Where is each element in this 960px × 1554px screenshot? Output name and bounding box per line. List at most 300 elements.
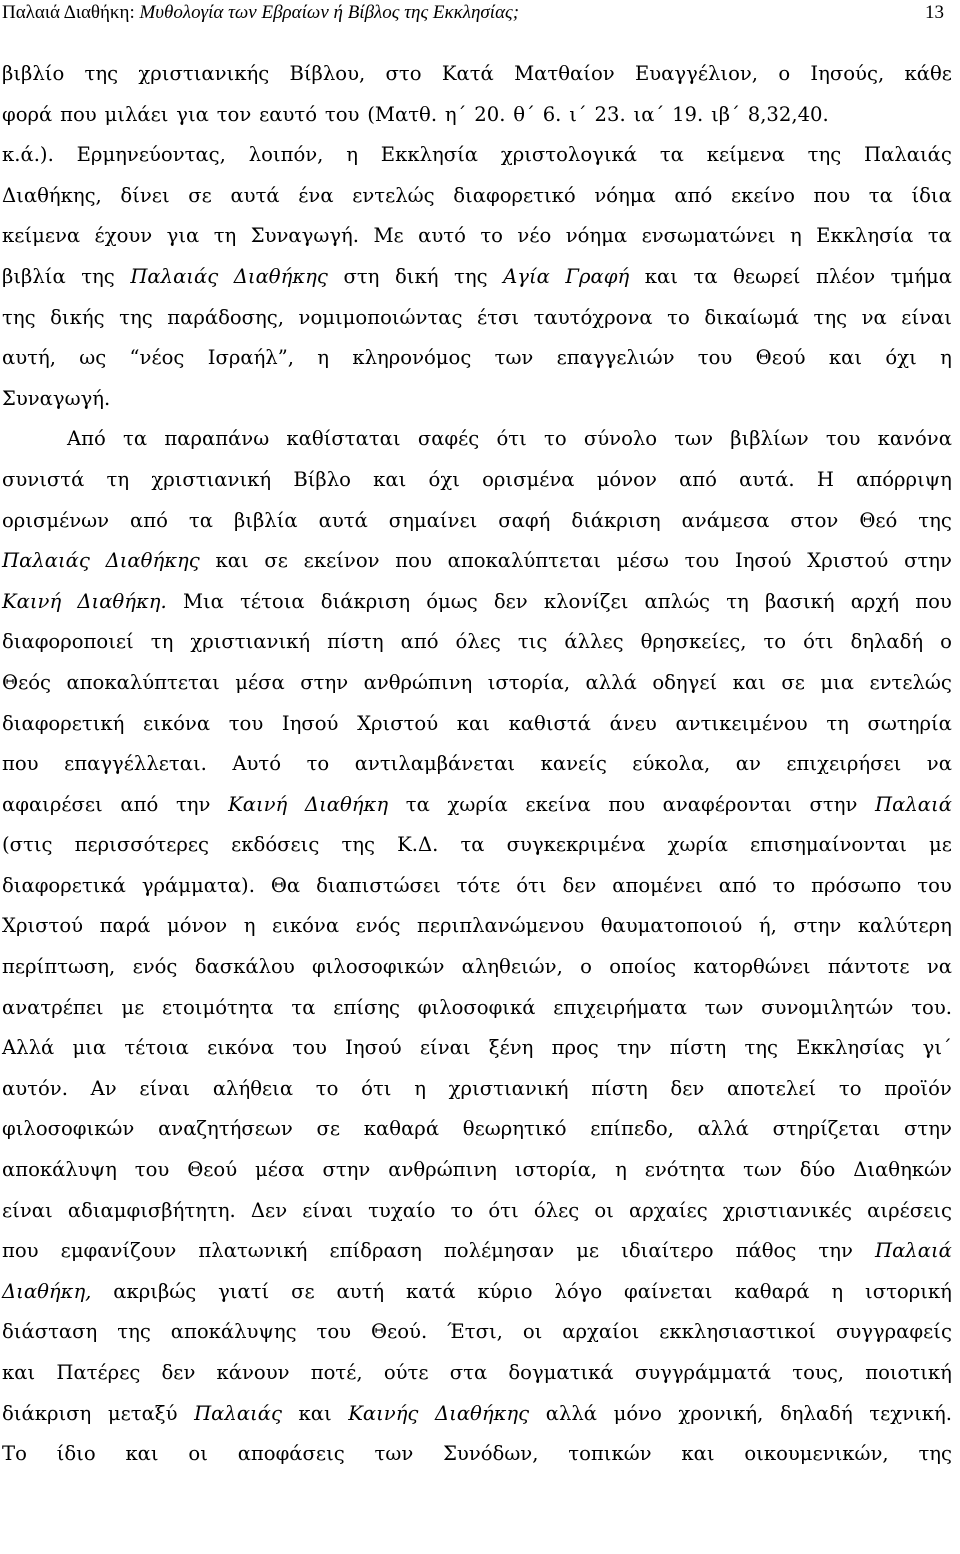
word: και xyxy=(125,1442,159,1466)
word: ακριβώς xyxy=(113,1279,197,1303)
word: και xyxy=(373,467,407,491)
word: συνιστά xyxy=(2,467,85,491)
word: την xyxy=(818,1239,853,1263)
word: ο xyxy=(778,62,791,85)
word: αποκάλυψης xyxy=(170,1320,297,1344)
word: αποκάλυψη xyxy=(2,1158,117,1182)
word: της xyxy=(341,833,375,857)
text-line xyxy=(2,135,952,176)
word: δική xyxy=(394,264,439,288)
word: χωρία xyxy=(667,833,728,857)
word: της xyxy=(119,305,153,329)
word: επίδραση xyxy=(329,1239,422,1263)
word: Παλαιάς xyxy=(2,549,90,573)
word: πίστη xyxy=(591,1076,648,1100)
word: και xyxy=(732,670,766,694)
word: δεν xyxy=(670,1076,705,1100)
word: και xyxy=(681,1442,715,1466)
word: Μια xyxy=(182,589,224,613)
word: του xyxy=(825,427,861,451)
word: θαυματοποιού xyxy=(600,914,743,938)
word: ο xyxy=(580,955,592,979)
word: πλατωνική xyxy=(198,1239,308,1263)
word: το xyxy=(480,224,503,248)
word: φιλοσοφικά xyxy=(417,995,536,1019)
word: 23. xyxy=(594,102,626,126)
word: γιατί xyxy=(218,1279,270,1303)
word: τα xyxy=(123,427,148,451)
word: της xyxy=(813,305,848,329)
word: του xyxy=(228,711,264,735)
word: δύο xyxy=(799,1158,836,1182)
word: αντικειμένου xyxy=(675,711,808,735)
word: χριστιανικές xyxy=(722,1198,853,1222)
word: της xyxy=(453,264,488,288)
word: απλώς xyxy=(644,589,711,613)
word: ορισμένα xyxy=(482,467,575,491)
word: αποκαλύπτεται xyxy=(66,670,220,694)
word: ταυτόχρονα xyxy=(533,305,653,329)
word: με xyxy=(121,995,145,1019)
word: θ΄ xyxy=(513,102,535,126)
word: που xyxy=(608,792,646,816)
word: η xyxy=(940,346,952,370)
text-line xyxy=(2,1272,952,1313)
word: βασική xyxy=(764,589,835,613)
text-line xyxy=(2,338,952,379)
word: αναζητήσεων xyxy=(158,1117,293,1141)
word: όλες xyxy=(455,630,501,654)
word: αν xyxy=(735,752,761,776)
word: του xyxy=(684,549,720,573)
word: οδηγεί xyxy=(652,670,718,694)
word: λοιπόν, xyxy=(248,143,324,167)
word: των xyxy=(704,995,744,1019)
running-title xyxy=(2,2,519,24)
word: Θεού xyxy=(187,1158,238,1182)
word: νέο xyxy=(517,224,552,248)
word: Διαθηκών xyxy=(853,1158,952,1182)
word: εντελώς xyxy=(869,670,952,694)
word: Πατέρες xyxy=(56,1361,141,1384)
word: της xyxy=(2,305,36,329)
word: να xyxy=(926,752,952,776)
word: καθίσταται xyxy=(286,427,401,451)
word: ιστορική xyxy=(865,1279,952,1303)
word: γράμματα). xyxy=(141,873,255,897)
text-line xyxy=(2,460,952,501)
word: του xyxy=(697,346,733,370)
word: διαφορετικό xyxy=(453,183,576,207)
word: ένα xyxy=(298,183,334,207)
word: έχουν xyxy=(94,224,153,248)
word: κληρονόμος xyxy=(352,346,472,370)
word: ότι xyxy=(496,427,527,451)
word: και xyxy=(215,549,249,573)
word: τέτοια xyxy=(240,589,305,613)
word: και xyxy=(298,1401,332,1425)
word: και xyxy=(828,346,863,370)
word: πάντοτε xyxy=(827,955,910,979)
word: Αλλά xyxy=(2,1036,55,1060)
word: κάθε xyxy=(904,62,952,85)
word: εμφανίζουν xyxy=(60,1239,177,1263)
text-line xyxy=(2,866,952,907)
word: της xyxy=(117,1320,151,1344)
word: που xyxy=(2,752,39,776)
word: Από xyxy=(67,427,106,451)
word: τη xyxy=(106,467,130,491)
text-line xyxy=(2,1191,952,1232)
word: Συναγωγή. xyxy=(2,386,111,410)
word: στην xyxy=(322,1158,371,1182)
word: είναι xyxy=(2,1198,53,1222)
word: εκείνο xyxy=(730,183,795,207)
word: Παλαιάς xyxy=(130,264,219,288)
word: εικόνα xyxy=(143,711,211,735)
word: προς xyxy=(551,1036,599,1060)
word: τοπικών xyxy=(568,1442,652,1466)
word: από xyxy=(130,508,168,532)
running-title-main: Παλαιά Διαθήκη: xyxy=(2,2,140,23)
word: ξένη xyxy=(488,1036,534,1060)
word: κείμενα xyxy=(706,143,785,167)
word: αδιαμφισβήτητη. xyxy=(67,1198,236,1222)
word: από xyxy=(400,630,439,654)
word: σωτηρία xyxy=(867,711,952,735)
page-number: 13 xyxy=(925,2,944,23)
text-line xyxy=(2,176,952,217)
word: παράδοσης, xyxy=(167,305,284,329)
text-line xyxy=(2,1231,952,1272)
word: διαφορετική xyxy=(2,711,125,735)
word: αυτά xyxy=(318,508,368,532)
word: Θεού. xyxy=(371,1320,428,1344)
word: από xyxy=(718,873,757,897)
word: Εκκλησίας xyxy=(796,1036,905,1060)
word: Κ.Δ. xyxy=(397,833,439,857)
word: Έτσι, xyxy=(447,1320,503,1344)
word: προϊόν xyxy=(884,1076,952,1100)
word: του xyxy=(134,1158,170,1182)
word: είναι xyxy=(901,305,952,329)
word: ποτέ, xyxy=(310,1361,363,1384)
text-line xyxy=(2,622,952,663)
word: συγγραφείς xyxy=(835,1320,952,1344)
word: άνευ xyxy=(609,711,657,735)
word: το xyxy=(544,427,567,451)
word: γι΄ xyxy=(922,1036,952,1060)
word: το xyxy=(306,752,330,776)
text-line xyxy=(2,906,952,947)
word: πολέμησαν xyxy=(443,1239,555,1263)
word: Εκκλησία xyxy=(816,224,914,248)
word: η xyxy=(789,224,802,248)
word: αυτή, xyxy=(2,346,56,370)
text-line xyxy=(2,298,952,339)
word: που xyxy=(915,589,952,613)
word: κείμενα xyxy=(2,224,81,248)
word: χωρία xyxy=(447,792,508,816)
word: Η xyxy=(816,467,834,491)
word: θεωρεί xyxy=(733,264,801,288)
word: αναφέρονται xyxy=(662,792,792,816)
word: Διαθήκη. xyxy=(77,589,167,613)
word: στο xyxy=(385,62,422,85)
word: στην xyxy=(793,914,842,938)
text-line xyxy=(2,825,952,866)
text-line xyxy=(2,785,952,826)
text-line xyxy=(2,947,952,988)
word: ούτε xyxy=(383,1361,429,1384)
word: στα xyxy=(449,1361,488,1384)
word: για xyxy=(176,102,209,126)
word: το xyxy=(772,873,796,897)
word: η xyxy=(317,346,330,370)
word: Καινή xyxy=(228,792,288,816)
word: τη xyxy=(826,711,849,735)
word: καθιστά xyxy=(508,711,591,735)
word: σαφή xyxy=(498,508,551,532)
word: αλλά xyxy=(545,1401,598,1425)
text-line xyxy=(2,501,952,542)
word: το xyxy=(315,1076,339,1100)
word: αληθειών, xyxy=(461,955,563,979)
word: διαφοροποιεί xyxy=(2,630,134,654)
word: ια΄ xyxy=(633,102,665,126)
word: Ευαγγέλιον, xyxy=(634,62,759,85)
word: Θα xyxy=(270,873,301,897)
word: τα xyxy=(460,833,485,857)
word: κανόνα xyxy=(877,427,952,451)
word: επίσης xyxy=(333,995,401,1019)
word: διάκριση xyxy=(571,508,661,532)
word: συγγράμματά xyxy=(634,1361,772,1384)
word: διαφορετικά xyxy=(2,873,126,897)
word: ιστορία, xyxy=(487,670,571,694)
word: των xyxy=(374,1442,414,1466)
word: θρησκείες, xyxy=(640,630,747,654)
word: σε xyxy=(781,670,805,694)
word: κανείς xyxy=(540,752,607,776)
word: ενός xyxy=(355,914,401,938)
word: οι xyxy=(522,1320,543,1344)
word: κατά xyxy=(406,1279,456,1303)
word: διάκριση xyxy=(320,589,411,613)
word: επιχειρήσει xyxy=(786,752,902,776)
word: αποφάσεις xyxy=(237,1442,345,1466)
word: δασκάλου xyxy=(194,955,295,979)
text-line xyxy=(2,1069,952,1110)
word: Συναγωγή. xyxy=(250,224,360,248)
word: όμως xyxy=(426,589,478,613)
word: σε xyxy=(188,183,212,207)
word: κ.ά.). xyxy=(2,143,54,167)
word: επίπεδο, xyxy=(590,1117,674,1141)
word: κλονίζει xyxy=(543,589,629,613)
word: περίπτωση, xyxy=(2,955,116,979)
word: εκείνον xyxy=(303,549,380,573)
word: έτσι xyxy=(477,305,520,329)
word: οι xyxy=(188,1442,208,1466)
word: αρχαίοι xyxy=(562,1320,640,1344)
word: σε xyxy=(291,1279,315,1303)
word: ή, xyxy=(758,914,777,938)
word: σαφές xyxy=(417,427,480,451)
word: στην xyxy=(904,1117,952,1141)
word: Διαθήκη xyxy=(304,792,389,816)
word: αποτελεί xyxy=(727,1076,817,1100)
word: δικής xyxy=(50,305,105,329)
word: επισημαίνονται xyxy=(750,833,907,857)
word: λόγο xyxy=(554,1279,603,1303)
word: ανθρώπινη xyxy=(363,670,473,694)
word: απομένει xyxy=(612,873,703,897)
word: περισσότερες xyxy=(74,833,210,857)
word: τμήμα xyxy=(890,264,952,288)
word: ιβ΄ xyxy=(711,102,740,126)
word: τα xyxy=(291,995,316,1019)
word: μόνο xyxy=(613,1401,662,1425)
text-line xyxy=(2,1028,952,1069)
word: ότι xyxy=(361,1076,392,1100)
text-line xyxy=(2,663,952,704)
word: η xyxy=(243,914,256,938)
word: επιχειρήματα xyxy=(553,995,687,1019)
word: καθαρά xyxy=(734,1279,810,1303)
word: οι xyxy=(594,1198,614,1222)
word: αυτόν. xyxy=(2,1076,68,1100)
word: Εκκλησία xyxy=(380,143,479,167)
word: την xyxy=(175,792,211,816)
word: Χριστού xyxy=(807,549,889,573)
text-line xyxy=(2,541,952,582)
word: νόημα xyxy=(594,183,656,207)
word: διάκριση xyxy=(2,1401,92,1425)
word: της xyxy=(81,264,115,288)
word: ενότητα xyxy=(644,1158,726,1182)
word: φιλοσοφικών xyxy=(312,955,445,979)
word: με xyxy=(576,1239,600,1263)
word: Δεν xyxy=(250,1198,288,1222)
word: Θεός xyxy=(2,670,51,694)
word: μέσα xyxy=(235,670,285,694)
word: Αν xyxy=(90,1076,117,1100)
word: στηρίζεται xyxy=(772,1117,881,1141)
word: εκκλησιαστικοί xyxy=(659,1320,816,1344)
word: εντελώς xyxy=(352,183,435,207)
word: Καινής xyxy=(348,1401,419,1425)
word: μέσω xyxy=(616,549,669,573)
word: δεν xyxy=(161,1361,196,1384)
page-header xyxy=(2,2,944,26)
word: είναι xyxy=(302,1198,353,1222)
word: Ματθαίον xyxy=(514,62,615,85)
word: εύκολα, xyxy=(632,752,711,776)
word: δηλαδή xyxy=(850,630,924,654)
word: διαπιστώσει xyxy=(316,873,441,897)
word: του xyxy=(324,102,360,126)
word: τις xyxy=(517,630,548,654)
word: Παλαιάς xyxy=(194,1401,282,1425)
word: δεν xyxy=(493,589,528,613)
word: μόνον xyxy=(596,467,657,491)
word: όχι xyxy=(428,467,460,491)
word: φορά xyxy=(2,102,53,126)
word: των xyxy=(674,427,714,451)
word: ιδιαίτερο xyxy=(621,1239,714,1263)
word: Διαθήκης xyxy=(105,549,200,573)
word: 19. xyxy=(672,102,704,126)
word: εικόνα xyxy=(272,914,340,938)
word: Καινή xyxy=(2,589,62,613)
word: ι΄ xyxy=(569,102,587,126)
text-line xyxy=(2,1109,952,1150)
word: αρχή xyxy=(850,589,900,613)
word: πίστη xyxy=(327,630,384,654)
word: Διαθήκης, xyxy=(2,183,102,207)
word: επαγγελιών xyxy=(556,346,675,370)
word: αποκαλύπτεται xyxy=(447,549,601,573)
word: η xyxy=(346,143,358,167)
word: ότι xyxy=(488,1198,519,1222)
word: περιπλανώμενου xyxy=(417,914,585,938)
word: σημαίνει xyxy=(388,508,478,532)
word: η xyxy=(615,1158,627,1182)
text-line xyxy=(2,1312,952,1353)
word: φαίνεται xyxy=(624,1279,713,1303)
word: Ισραήλ”, xyxy=(207,346,294,370)
word: Ιησού xyxy=(345,1036,402,1060)
word: του xyxy=(917,873,952,897)
word: αντιλαμβάνεται xyxy=(354,752,516,776)
word: μέσα xyxy=(255,1158,305,1182)
word: φιλοσοφικών xyxy=(2,1117,135,1141)
text-line xyxy=(2,95,952,136)
word: τη xyxy=(726,589,749,613)
word: θεωρητικό xyxy=(462,1117,567,1141)
word: των xyxy=(494,346,534,370)
word: της xyxy=(744,1036,778,1060)
word: και xyxy=(644,264,678,288)
word: (στις xyxy=(2,833,53,857)
word: Γραφή xyxy=(565,264,630,288)
word: αυτά. xyxy=(739,467,795,491)
word: άλλες xyxy=(564,630,624,654)
word: στη xyxy=(343,264,380,288)
word: και xyxy=(456,711,490,735)
word: καλύτερη xyxy=(857,914,952,938)
word: Παλαιά xyxy=(875,792,952,816)
word: του xyxy=(292,1036,327,1060)
word: ετοιμότητα xyxy=(162,995,274,1019)
word: εαυτό xyxy=(259,102,318,126)
running-title-italic: Μυθολογία των Εβραίων ή Βίβλος της Εκκλησίας; xyxy=(139,2,520,23)
word: Κατά xyxy=(441,62,494,85)
word: δογματικά xyxy=(508,1361,614,1384)
word: των xyxy=(743,1158,782,1182)
text-line xyxy=(2,704,952,745)
word: 20. xyxy=(474,102,506,126)
word: χρονική, xyxy=(678,1401,764,1425)
word: η΄ xyxy=(444,102,467,126)
word: Διαθήκης xyxy=(434,1401,530,1425)
word: που xyxy=(813,183,851,207)
word: βιβλίων xyxy=(730,427,809,451)
word: κατορθώνει xyxy=(693,955,811,979)
word: 8,32,40. xyxy=(747,102,829,126)
word: Βίβλο xyxy=(293,467,351,491)
